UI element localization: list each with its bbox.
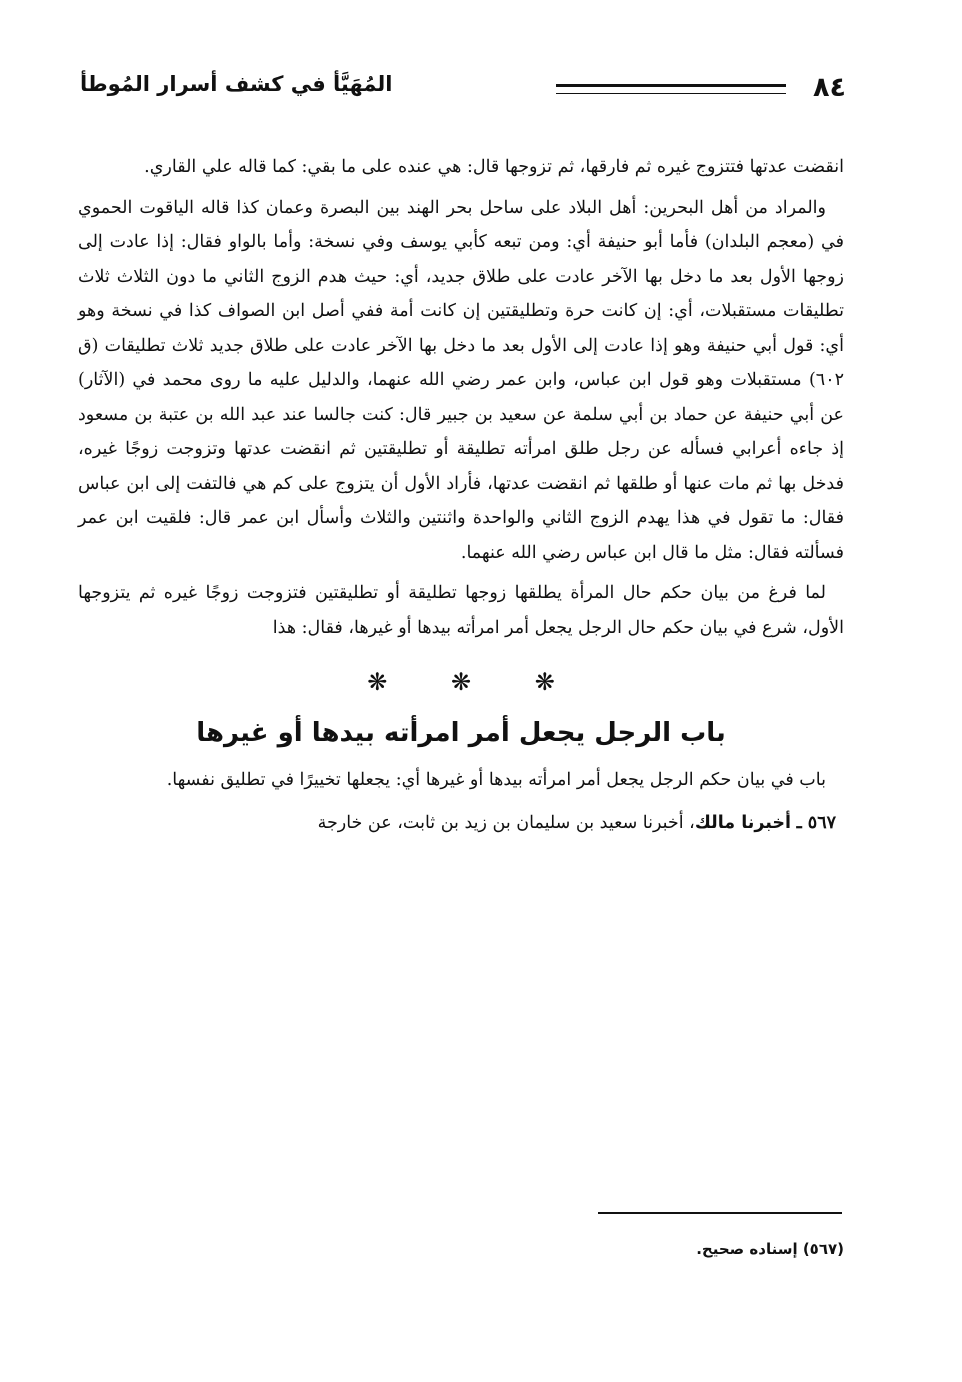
section-separator [78,665,844,699]
hadith-number: ٥٦٧ ـ [796,812,836,833]
hadith-lead: أخبرنا مالك [694,812,791,833]
separator-star: ❋ [367,668,388,696]
page-number: ٨٤ [813,72,846,103]
separator-star: ❋ [450,668,472,696]
paragraph-bahrain-commentary: والمراد من أهل البحرين: أهل البلاد على ساحل بحر الهند بين البصرة وعمان كذا قاله الياقوت الحموي في (معجم البلدان) فأما أبو حنيفة أي: ومن تبعه كأبي يوسف وفي نسخة: وأما بالواو فقال: إذا عادت إلى زوجها الأول بعد ما دخل بها الآخر عادت على طلاق جديد، أي: حيث هدم الزوج الثاني ما دون الثلاث ثلاث تطليقات مستقبلات، أي: إن كانت حرة وتطليقتين إن كانت أمة ففي أصل ابن الصواف كذا في نسخة وهو أي: قول أبي حنيفة وهو إذا عادت إلى الأول بعد ما دخل بها الآخر عادت على طلاق جديد ثلاث تطليقات (ق ٦٠٢) مستقبلات وهو قول ابن عباس، وابن عمر رضي الله عنهما، والدليل عليه ما روى محمد في (الآثار) عن أبي حنيفة عن حماد بن أبي سلمة عن سعيد بن جبير قال: كنت جالسا عند عبد الله بن عتبة بن مسعود إذ جاءه أعرابي فسأله عن رجل طلق امرأته تطليقة أو تطليقتين ثم انقضت عدتها وتزوجت زوجًا غيره، فدخل بها ثم مات عنها أو طلقها ثم انقضت عدتها، فأراد الأول أن يتزوج على كم هي فالتفت إلى ابن عباس فقال: ما تقول في هذا يهدم الزوج الثاني والواحدة واثنتين والثلاث وأسأل ابن عمر قال: فلقيت ابن عمر فسألته فقال: مثل ما قال ابن عباس رضي الله عنهما. [78,197,844,563]
running-title: المُهَيَّأ في كشف أسرار المُوطأ [80,72,393,96]
footnote: (٥٦٧) إسناده صحيح. [696,1240,844,1258]
chapter-heading: باب الرجل يجعل أمر امرأته بيدها أو غيرها [196,718,726,748]
footnote-rule [598,1212,842,1214]
paragraph-transition: لما فرغ من بيان حكم حال المرأة يطلقها زوجها تطليقة أو تطليقتين فتزوجت زوجًا غيره ثم يتزوجها الأول، شرع في بيان حكم حال الرجل يجعل أمر امرأته بيدها أو غيرها، فقال: هذا [78,583,844,638]
page-body [78,150,844,840]
page-header [80,72,846,112]
hadith-text: ، أخبرنا سعيد بن سليمان بن زيد بن ثابت، عن خارجة [317,812,695,833]
hadith-entry [78,806,844,841]
header-rule [556,84,786,94]
separator-star: ❋ [534,668,555,696]
chapter-intro: باب في بيان حكم الرجل يجعل أمر امرأته بيدها أو غيرها أي: يجعلها تخييرًا في تطليق نفسها. [166,770,826,790]
paragraph-continuation: انقضت عدتها فتتزوج غيره ثم فارقها، ثم تزوجها قال: هي عنده على ما بقي: كما قاله علي القاري. [144,157,844,177]
